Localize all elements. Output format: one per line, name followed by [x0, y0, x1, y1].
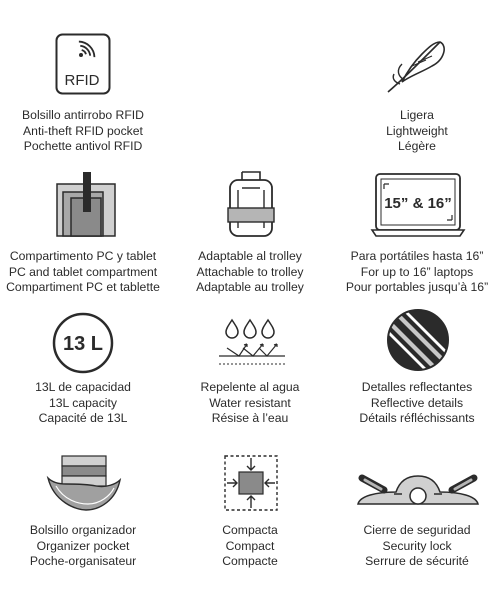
caption-fr: Poche-organisateur [29, 554, 137, 568]
feature-water-resistant-caption [167, 380, 333, 427]
caption-es: Compartimento PC y tablet [9, 249, 157, 263]
caption-en: Security lock [382, 538, 452, 553]
caption-es: Detalles reflectantes [361, 380, 473, 394]
water-drops-icon [217, 316, 287, 372]
caption-en: Anti-theft RFID pocket [23, 123, 143, 138]
compact-square-icon [223, 452, 279, 514]
caption-es: Para portátiles hasta 16” [350, 249, 484, 263]
caption-en: For up to 16” laptops [360, 264, 474, 279]
reflective-stripes-icon [386, 308, 450, 372]
caption-es: Compacta [222, 523, 278, 537]
svg-text:RFID: RFID [64, 72, 100, 89]
feature-capacity-caption [0, 380, 166, 427]
feature-compact-caption [167, 523, 333, 570]
feature-water-resistant [167, 300, 333, 440]
caption-es: Adaptable al trolley [198, 249, 302, 263]
caption-en: Reflective details [370, 395, 464, 410]
caption-fr: Adaptable au trolley [196, 280, 304, 294]
caption-fr: Légère [398, 139, 436, 153]
feature-reflective-caption [334, 380, 500, 427]
caption-en: PC and tablet compartment [8, 264, 158, 279]
caption-fr: Compartiment PC et tablette [6, 280, 160, 294]
caption-es: Repelente al agua [200, 380, 300, 394]
feature-laptop-size [334, 160, 500, 300]
caption-es: 13L de capacidad [35, 380, 131, 394]
feature-trolley-caption [167, 249, 333, 296]
rfid-card-icon [55, 33, 111, 95]
feature-rfid [0, 0, 166, 160]
caption-en: 13L capacity [49, 395, 117, 410]
feature-security-caption [334, 523, 500, 570]
laptop-sleeve-icon [55, 170, 117, 238]
svg-text:13 L: 13 L [62, 333, 104, 355]
feature-organizer [0, 440, 166, 600]
caption-es: Ligera [400, 108, 434, 122]
laptop-icon [372, 172, 464, 240]
feature-security [334, 440, 500, 600]
feature-lightweight-caption [334, 108, 500, 155]
feature-reflective [334, 300, 500, 440]
feature-rfid-caption [0, 108, 166, 155]
feature-laptop-size-caption [334, 249, 500, 296]
caption-en: Organizer pocket [36, 538, 130, 553]
caption-fr: Compacte [222, 554, 278, 568]
caption-fr: Résise à l’eau [211, 411, 289, 425]
feature-compact [167, 440, 333, 600]
caption-fr: Détails réfléchissants [359, 411, 475, 425]
feature-capacity [0, 300, 166, 440]
caption-fr: Pour portables jusqu’à 16” [345, 280, 489, 294]
caption-en: Attachable to trolley [196, 264, 304, 279]
caption-en: Water resistant [209, 395, 291, 410]
feature-pc-compartment-caption [0, 249, 166, 296]
backpack-trolley-icon [224, 168, 278, 240]
svg-text:15” & 16”: 15” & 16” [384, 195, 452, 212]
feature-lightweight [334, 0, 500, 160]
feather-icon [382, 36, 452, 96]
caption-es: Bolsillo organizador [29, 523, 137, 537]
caption-fr: Capacité de 13L [38, 411, 128, 425]
feature-trolley [167, 160, 333, 300]
caption-es: Cierre de seguridad [363, 523, 471, 537]
caption-en: Compact [225, 538, 275, 553]
caption-fr: Serrure de sécurité [365, 554, 469, 568]
security-lock-icon [356, 468, 480, 508]
feature-organizer-caption [0, 523, 166, 570]
capacity-circle-icon [52, 312, 114, 374]
feature-pc-compartment [0, 160, 166, 300]
caption-en: Lightweight [386, 123, 448, 138]
caption-es: Bolsillo antirrobo RFID [22, 108, 144, 122]
caption-fr: Pochette antivol RFID [23, 139, 143, 153]
organizer-pocket-icon [46, 454, 122, 512]
